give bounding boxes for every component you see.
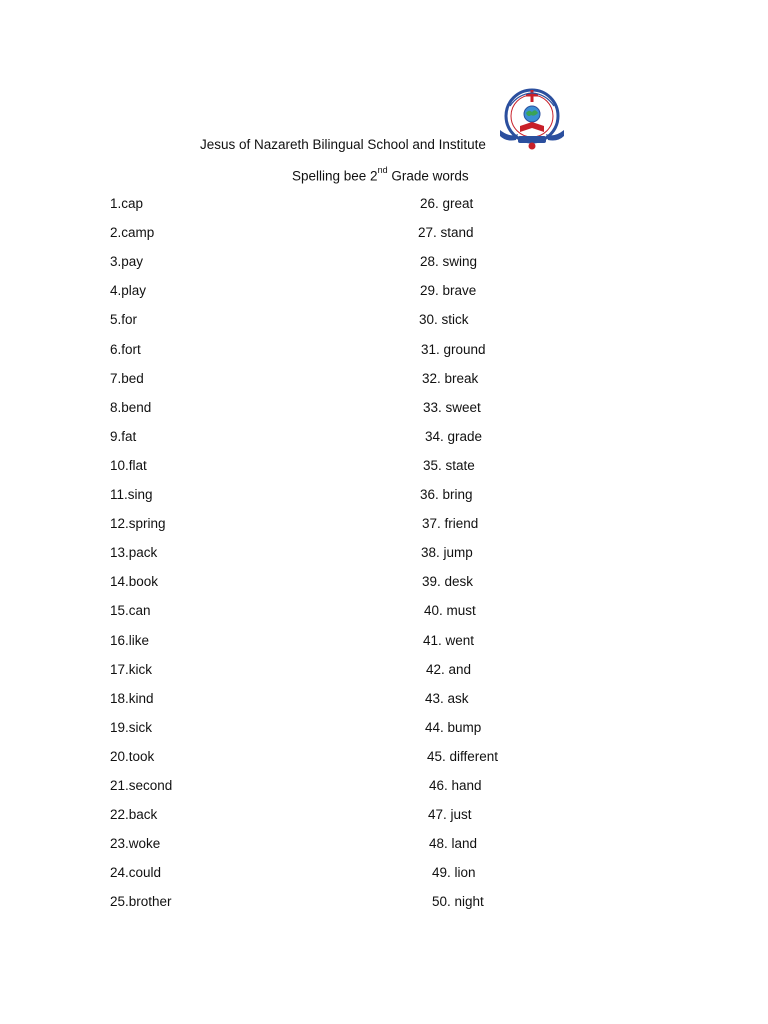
word-item: 19.sick bbox=[110, 719, 153, 735]
word-item: 34. grade bbox=[425, 428, 483, 444]
subtitle-prefix: Spelling bee 2 bbox=[292, 168, 378, 184]
word-item: 38. jump bbox=[421, 545, 473, 561]
word-item: 29. brave bbox=[420, 283, 477, 299]
word-item: 20.took bbox=[110, 748, 155, 764]
word-item: 8.bend bbox=[110, 399, 152, 415]
word-item: 2.camp bbox=[110, 225, 155, 241]
word-item: 24.could bbox=[110, 865, 162, 881]
word-item: 48. land bbox=[429, 836, 478, 852]
school-name: Jesus of Nazareth Bilingual School and Institute bbox=[200, 137, 486, 152]
word-item: 41. went bbox=[423, 632, 475, 648]
word-item: 27. stand bbox=[418, 225, 474, 241]
document-subtitle bbox=[292, 167, 469, 184]
word-item: 30. stick bbox=[419, 312, 469, 328]
word-item: 39. desk bbox=[422, 574, 474, 590]
word-item: 44. bump bbox=[425, 719, 482, 735]
word-item: 22.back bbox=[110, 807, 158, 823]
word-item: 14.book bbox=[110, 574, 159, 590]
subtitle-ordinal-suffix: nd bbox=[377, 165, 388, 175]
word-item: 11.sing bbox=[110, 487, 153, 502]
word-item: 23.woke bbox=[110, 836, 161, 852]
word-item: 18.kind bbox=[110, 690, 154, 706]
word-item: 12.spring bbox=[110, 516, 166, 532]
word-item: 26. great bbox=[420, 196, 474, 211]
word-item: 45. different bbox=[427, 748, 499, 764]
word-item: 17.kick bbox=[110, 661, 153, 677]
word-item: 28. swing bbox=[420, 254, 478, 270]
word-item: 9.fat bbox=[110, 428, 137, 444]
word-item: 31. ground bbox=[421, 341, 486, 357]
word-item: 49. lion bbox=[432, 865, 476, 881]
word-item: 43. ask bbox=[425, 690, 469, 706]
word-item: 13.pack bbox=[110, 545, 158, 561]
word-item: 40. must bbox=[424, 603, 476, 619]
subtitle-suffix: Grade words bbox=[387, 168, 469, 184]
word-item: 16.like bbox=[110, 632, 150, 648]
word-item: 33. sweet bbox=[423, 399, 481, 415]
school-crest-logo bbox=[496, 86, 568, 152]
word-item: 42. and bbox=[426, 661, 472, 677]
word-item: 37. friend bbox=[422, 516, 479, 532]
word-item: 15.can bbox=[110, 603, 151, 619]
word-item: 25.brother bbox=[110, 894, 172, 910]
word-item: 32. break bbox=[422, 370, 479, 386]
word-item: 6.fort bbox=[110, 341, 141, 357]
word-item: 47. just bbox=[428, 807, 472, 823]
word-item: 46. hand bbox=[429, 778, 482, 793]
word-item: 50. night bbox=[432, 894, 484, 910]
word-item: 36. bring bbox=[420, 487, 473, 502]
word-item: 1.cap bbox=[110, 196, 144, 211]
word-item: 21.second bbox=[110, 778, 173, 793]
word-item: 10.flat bbox=[110, 457, 147, 473]
word-item: 35. state bbox=[423, 457, 475, 473]
word-item: 4.play bbox=[110, 283, 147, 299]
word-item: 5.for bbox=[110, 312, 138, 328]
word-item: 7.bed bbox=[110, 370, 144, 386]
word-item: 3.pay bbox=[110, 254, 144, 270]
